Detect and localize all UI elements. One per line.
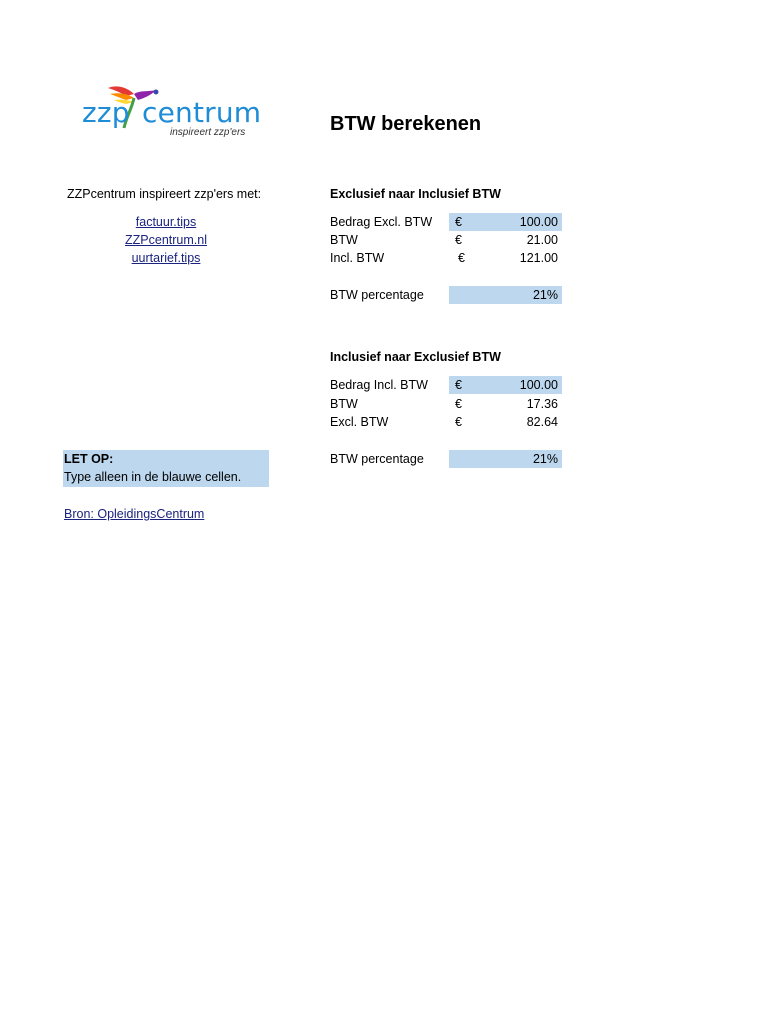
logo-centrum-text: centrum bbox=[142, 96, 262, 129]
row-label-btw: BTW bbox=[330, 397, 358, 411]
row-label-btw-percentage: BTW percentage bbox=[330, 288, 424, 302]
row-label-bedrag-excl: Bedrag Excl. BTW bbox=[330, 215, 433, 229]
note-box bbox=[63, 450, 269, 487]
incl-btw-value: 121.00 bbox=[519, 251, 558, 265]
logo-tagline: inspireert zzp'ers bbox=[170, 127, 246, 138]
link-zzpcentrum-nl[interactable]: ZZPcentrum.nl bbox=[125, 233, 207, 247]
currency-euro: € bbox=[455, 233, 462, 247]
link-factuur-tips[interactable]: factuur.tips bbox=[135, 215, 197, 229]
bedrag-incl-value[interactable]: 100.00 bbox=[519, 378, 558, 392]
page-title: BTW berekenen bbox=[330, 113, 482, 135]
excl-btw-cell bbox=[449, 413, 562, 431]
input-bedrag-incl-cell[interactable] bbox=[449, 376, 562, 394]
bedrag-excl-value[interactable]: 100.00 bbox=[519, 215, 558, 229]
link-uurtarief-tips[interactable]: uurtarief.tips bbox=[131, 251, 201, 265]
btw-amount-value: 17.36 bbox=[526, 397, 558, 411]
currency-euro: € bbox=[455, 378, 462, 392]
btw-amount-cell bbox=[449, 395, 562, 413]
btw-percentage-value[interactable]: 21% bbox=[532, 288, 558, 302]
note-heading: LET OP: bbox=[64, 452, 114, 466]
source-link[interactable]: Bron: OpleidingsCentrum bbox=[64, 507, 205, 521]
section-heading-incl-to-excl: Inclusief naar Exclusief BTW bbox=[330, 350, 501, 364]
intro-text: ZZPcentrum inspireert zzp'ers met: bbox=[67, 187, 262, 201]
excl-btw-value: 82.64 bbox=[526, 415, 558, 429]
currency-euro: € bbox=[455, 397, 462, 411]
currency-euro: € bbox=[458, 251, 465, 265]
zzpcentrum-logo bbox=[78, 80, 260, 142]
input-btw-percentage-cell[interactable] bbox=[449, 286, 562, 304]
btw-percentage-value[interactable]: 21% bbox=[532, 452, 558, 466]
btw-amount-cell bbox=[449, 231, 562, 249]
note-text: Type alleen in de blauwe cellen. bbox=[64, 470, 242, 484]
btw-amount-value: 21.00 bbox=[526, 233, 558, 247]
row-label-btw: BTW bbox=[330, 233, 358, 247]
row-label-btw-percentage: BTW percentage bbox=[330, 452, 424, 466]
row-label-incl-btw: Incl. BTW bbox=[330, 251, 385, 265]
row-label-bedrag-incl: Bedrag Incl. BTW bbox=[330, 378, 428, 392]
row-label-excl-btw: Excl. BTW bbox=[330, 415, 389, 429]
currency-euro: € bbox=[455, 415, 462, 429]
input-bedrag-excl-cell[interactable] bbox=[449, 213, 562, 231]
logo-zzp-text: zzp bbox=[82, 96, 130, 129]
section-heading-excl-to-incl: Exclusief naar Inclusief BTW bbox=[330, 187, 501, 201]
currency-euro: € bbox=[455, 215, 462, 229]
input-btw-percentage-cell[interactable] bbox=[449, 450, 562, 468]
incl-btw-cell bbox=[449, 249, 562, 267]
